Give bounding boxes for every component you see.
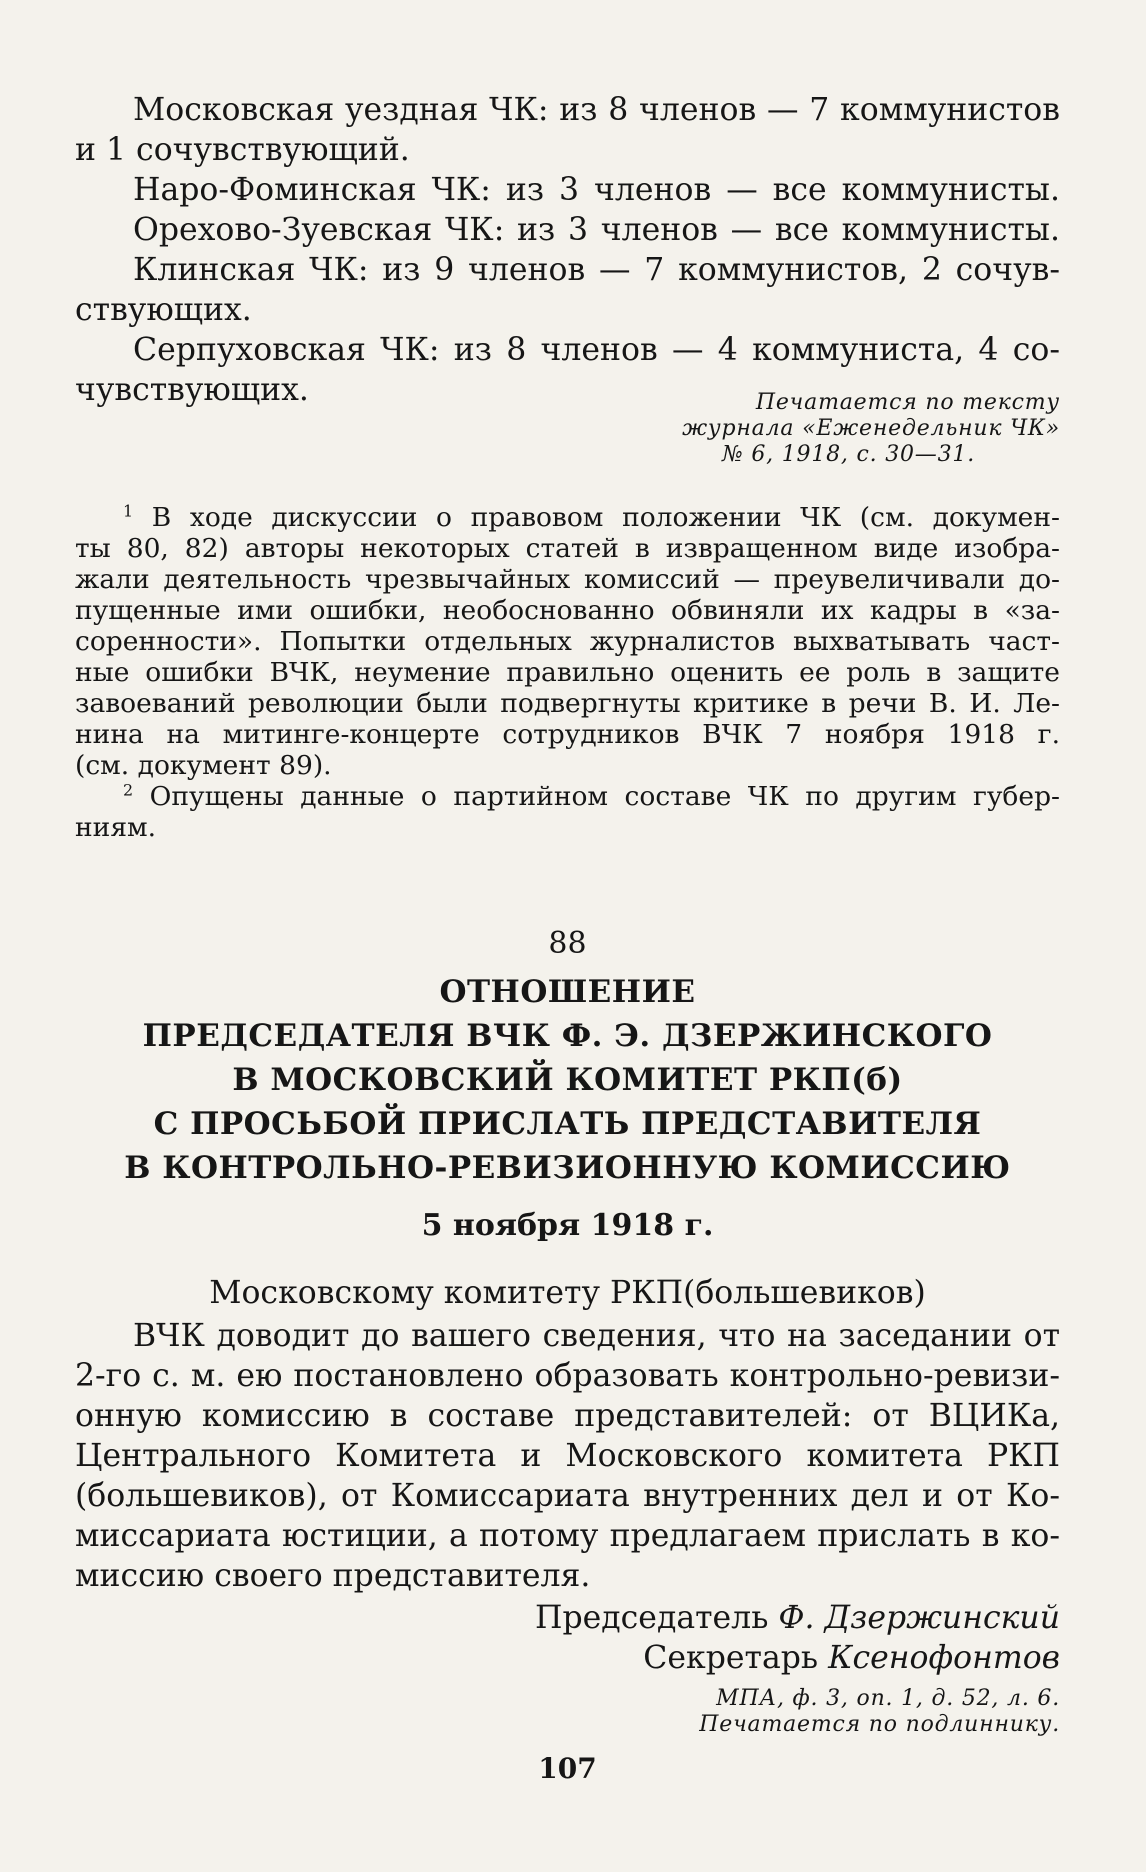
signature-secretary-role: Секретарь [643,1640,819,1676]
stats-line-5: Клинская ЧК: из 9 членов — 7 коммунистов, 2 сочув- [133,252,1060,288]
title-line-4: С ПРОСЬБОЙ ПРИСЛАТЬ ПРЕДСТАВИТЕЛЯ [153,1106,982,1142]
book-page [75,90,1060,1830]
print-note: Печатается по подлиннику. [699,1712,1060,1737]
body-line-5: (большевиков), от Комиссариата внутренних дел и от Ко- [75,1478,1060,1514]
title-line-2: ПРЕДСЕДАТЕЛЯ ВЧК Ф. Э. ДЗЕРЖИНСКОГО [142,1018,993,1054]
footnote-1-line-5: соренности». Попытки отдельных журналистов выхватывать част- [75,626,1060,657]
footnote-1-line-6: ные ошибки ВЧК, неумение правильно оценить ее роль в защите [75,657,1060,688]
footnote-1-line-7: завоеваний революции были подвергнуты критике в речи В. И. Ле- [75,688,1060,719]
stats-line-2: и 1 сочувствующий. [75,132,410,168]
addressee: Московскому комитету РКП(большевиков) [209,1275,926,1311]
title-line-5: В КОНТРОЛЬНО-РЕВИЗИОННУЮ КОМИССИЮ [124,1150,1011,1186]
body-line-4: Центрального Комитета и Московского комитета РКП [75,1438,1060,1474]
body-line-1: ВЧК доводит до вашего сведения, что на заседании от [133,1318,1060,1354]
stats-line-7: Серпуховская ЧК: из 8 членов — 4 коммуниста, 4 со- [133,332,1060,368]
document-date: 5 ноября 1918 г. [421,1208,714,1243]
footnote-2-marker: 2 [123,781,134,800]
footnote-1-line-1 [75,502,1060,533]
stats-line-3: Наро-Фоминская ЧК: из 3 членов — все коммунисты. [133,172,1060,208]
footnote-1-text-1: В ходе дискуссии о правовом положении ЧК (см. докумен- [151,502,1060,533]
title-line-3: В МОСКОВСКИЙ КОМИТЕТ РКП(б) [232,1062,903,1098]
body-line-7: миссию своего представителя. [75,1558,591,1594]
footnote-1-line-4: пущенные ими ошибки, необоснованно обвиняли их кадры в «за- [75,595,1060,626]
stats-line-6: ствующих. [75,292,252,328]
footnote-1-marker: 1 [123,502,134,521]
signature-chairman-role: Председатель [534,1600,769,1636]
stats-line-8: чувствующих. [75,372,309,408]
signature-secretary-name: Ксенофонтов [828,1640,1060,1676]
body-line-6: миссариата юстиции, а потому предлагаем прислать в ко- [75,1518,1060,1554]
stats-line-4: Орехово-Зуевская ЧК: из 3 членов — все коммунисты. [133,212,1060,248]
source-note-line-3: № 6, 1918, с. 30—31. [721,442,975,467]
archive-reference: МПА, ф. 3, оп. 1, д. 52, л. 6. [716,1686,1060,1711]
footnote-2-text-1: Опущены данные о партийном составе ЧК по другим губер- [149,781,1060,812]
footnote-2-line-1 [75,781,1060,812]
stats-line-1: Московская уездная ЧК: из 8 членов — 7 коммунистов [133,92,1060,128]
footnote-1-line-8: нина на митинге-концерте сотрудников ВЧК 7 ноября 1918 г. [75,719,1060,750]
source-note-line-1: Печатается по тексту [755,390,1060,415]
title-line-1: ОТНОШЕНИЕ [439,974,696,1010]
footnote-1-line-9: (см. документ 89). [75,750,332,781]
body-line-2: 2-го с. м. ею постановлено образовать контрольно-ревизи- [75,1358,1060,1394]
signature-chairman [75,1598,1060,1638]
page-number: 107 [538,1752,597,1785]
signature-chairman-name: Ф. Дзержинский [778,1600,1060,1636]
signature-secretary [75,1638,1060,1678]
footnote-1-line-3: жали деятельность чрезвычайных комиссий — преувеличивали до- [75,564,1060,595]
document-number: 88 [548,926,587,961]
footnote-1-line-2: ты 80, 82) авторы некоторых статей в извращенном виде изобра- [75,533,1060,564]
body-line-3: онную комиссию в составе представителей: от ВЦИКа, [75,1398,1060,1434]
source-note-line-2: журнала «Еженедельник ЧК» [682,416,1060,441]
footnote-2-line-2: ниям. [75,812,157,843]
